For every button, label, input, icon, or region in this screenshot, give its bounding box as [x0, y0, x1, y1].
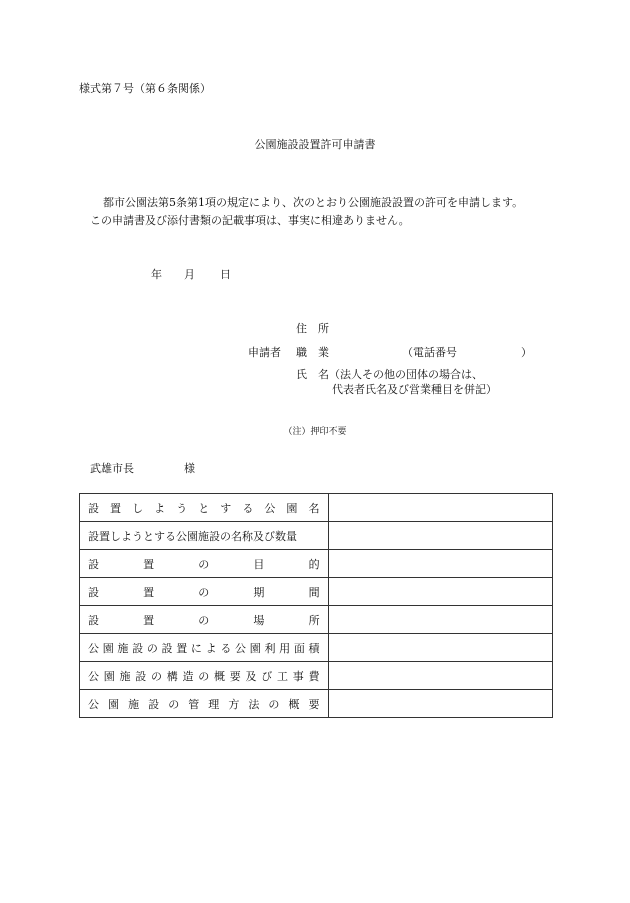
- row-label-cell: [80, 606, 329, 634]
- table-row: [80, 690, 553, 718]
- table-row: [80, 494, 553, 522]
- row-label: 設 置 の 目 的: [88, 557, 320, 571]
- row-label: 設置しようとする公園施設の名称及び数量: [88, 529, 297, 543]
- addressee-honorific: 様: [184, 462, 195, 475]
- table-row: [80, 578, 553, 606]
- table-row: [80, 522, 553, 550]
- table-row: [80, 606, 553, 634]
- table-row: [80, 550, 553, 578]
- row-label: 公 園 施 設 の 構 造 の 概 要 及 び 工 事 費: [88, 669, 320, 683]
- phone-number-label: （電話番号: [402, 346, 457, 359]
- table-row: [80, 634, 553, 662]
- row-label-cell: [80, 494, 329, 522]
- body-paragraph-line-2: この申請書及び添付書類の記載事項は、事実に相違ありません。: [90, 214, 410, 227]
- occupation-label: 職 業: [296, 346, 329, 359]
- row-value-field[interactable]: [328, 550, 552, 578]
- row-label-cell: [80, 634, 329, 662]
- table-row: [80, 662, 553, 690]
- row-label-cell: [80, 522, 329, 550]
- row-label: 公 園 施 設 の 設 置 に よ る 公 園 利 用 面 積: [88, 641, 320, 655]
- row-label-cell: [80, 662, 329, 690]
- name-label-line-2: 代表者氏名及び営業種目を併記）: [332, 383, 497, 396]
- name-label-line-1: 氏 名（法人その他の団体の場合は、: [296, 368, 483, 381]
- form-number: 様式第７号（第６条関係）: [79, 82, 211, 95]
- date-year-label: 年: [151, 268, 162, 281]
- row-value-field[interactable]: [328, 522, 552, 550]
- row-label: 設 置 し よ う と す る 公 園 名: [88, 501, 320, 515]
- address-label: 住 所: [296, 322, 329, 335]
- row-label-cell: [80, 550, 329, 578]
- body-paragraph-line-1: 都市公園法第5条第1項の規定により、次のとおり公園施設設置の許可を申請します。: [103, 196, 524, 209]
- document-title: 公園施設設置許可申請書: [254, 138, 376, 151]
- row-label: 設 置 の 場 所: [88, 613, 320, 627]
- seal-not-required-note: （注）押印不要: [283, 427, 347, 437]
- row-label-cell: [80, 690, 329, 718]
- date-day-label: 日: [220, 268, 231, 281]
- application-details-table: [79, 493, 553, 718]
- date-month-label: 月: [184, 268, 195, 281]
- addressee-name: 武雄市長: [90, 462, 134, 475]
- row-value-field[interactable]: [328, 662, 552, 690]
- row-value-field[interactable]: [328, 690, 552, 718]
- row-value-field[interactable]: [328, 578, 552, 606]
- row-label: 公 園 施 設 の 管 理 方 法 の 概 要: [88, 697, 320, 711]
- row-value-field[interactable]: [328, 494, 552, 522]
- row-label-cell: [80, 578, 329, 606]
- row-value-field[interactable]: [328, 606, 552, 634]
- applicant-label: 申請者: [248, 346, 281, 359]
- row-label: 設 置 の 期 間: [88, 585, 320, 599]
- row-value-field[interactable]: [328, 634, 552, 662]
- phone-number-close-paren: ）: [521, 346, 532, 359]
